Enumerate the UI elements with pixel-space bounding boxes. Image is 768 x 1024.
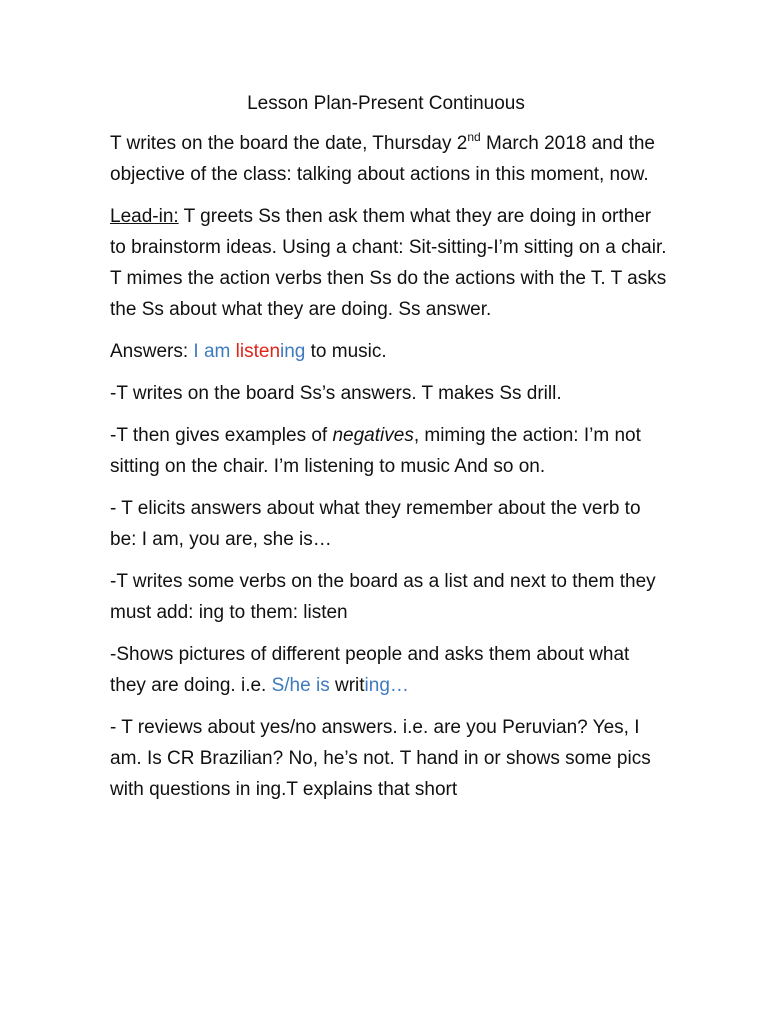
- paragraph-yes-no: - T reviews about yes/no answers. i.e. are you Peruvian? Yes, I am. Is CR Brazilian? No, he’s not. T hand in or shows some pics with questions in ing.T explains that short: [110, 717, 651, 800]
- answer-verb-root: listen: [235, 341, 281, 362]
- paragraph-verb-to-be: - T elicits answers about what they remember about the verb to be: I am, you are, she is…: [110, 498, 641, 550]
- negatives-intro: -T then gives examples of: [110, 425, 333, 446]
- negatives-term: negatives: [332, 425, 414, 446]
- answers-label: Answers:: [110, 341, 194, 362]
- paragraph-negatives: [110, 420, 670, 482]
- paragraph-lead-in: [110, 201, 670, 325]
- date-ordinal-suffix: nd: [467, 129, 481, 144]
- paragraph-verb-list: -T writes some verbs on the board as a list and next to them they must add: ing to them: listen: [110, 571, 656, 623]
- negatives-example: , miming the action: I’m not sitting on the chair. I’m listening to music And so on.: [110, 425, 641, 477]
- pictures-subject-verb: S/he is: [271, 675, 335, 696]
- answer-ing-suffix: ing: [280, 341, 306, 362]
- pictures-verb-root: writ: [334, 675, 365, 696]
- page-title: Lesson Plan-Present Continuous: [247, 93, 525, 114]
- answer-subject-verb: I am: [193, 341, 236, 362]
- pictures-ing-suffix: ing…: [364, 675, 409, 696]
- answer-rest: to music.: [305, 341, 387, 362]
- pictures-text: -Shows pictures of different people and asks them about what they are doing. i.e.: [110, 644, 630, 696]
- paragraph-date-objective: [110, 128, 670, 190]
- lead-in-text: T greets Ss then ask them what they are doing in orther to brainstorm ideas. Using a chant: Sit-sitting-I’m sitting on a chair. T mimes the action verbs then Ss do the actions with the T. T asks the Ss about what they are doing. Ss answer.: [110, 206, 667, 320]
- lead-in-heading: Lead-in:: [110, 206, 179, 227]
- paragraph-pictures: [110, 639, 670, 701]
- objective-text: March 2018 and the objective of the class: talking about actions in this moment, now.: [110, 133, 656, 185]
- paragraph-drill: -T writes on the board Ss’s answers. T makes Ss drill.: [110, 383, 562, 404]
- paragraph-answers: [110, 336, 670, 367]
- date-text: T writes on the board the date, Thursday 2: [110, 133, 468, 154]
- document-page: [110, 88, 670, 816]
